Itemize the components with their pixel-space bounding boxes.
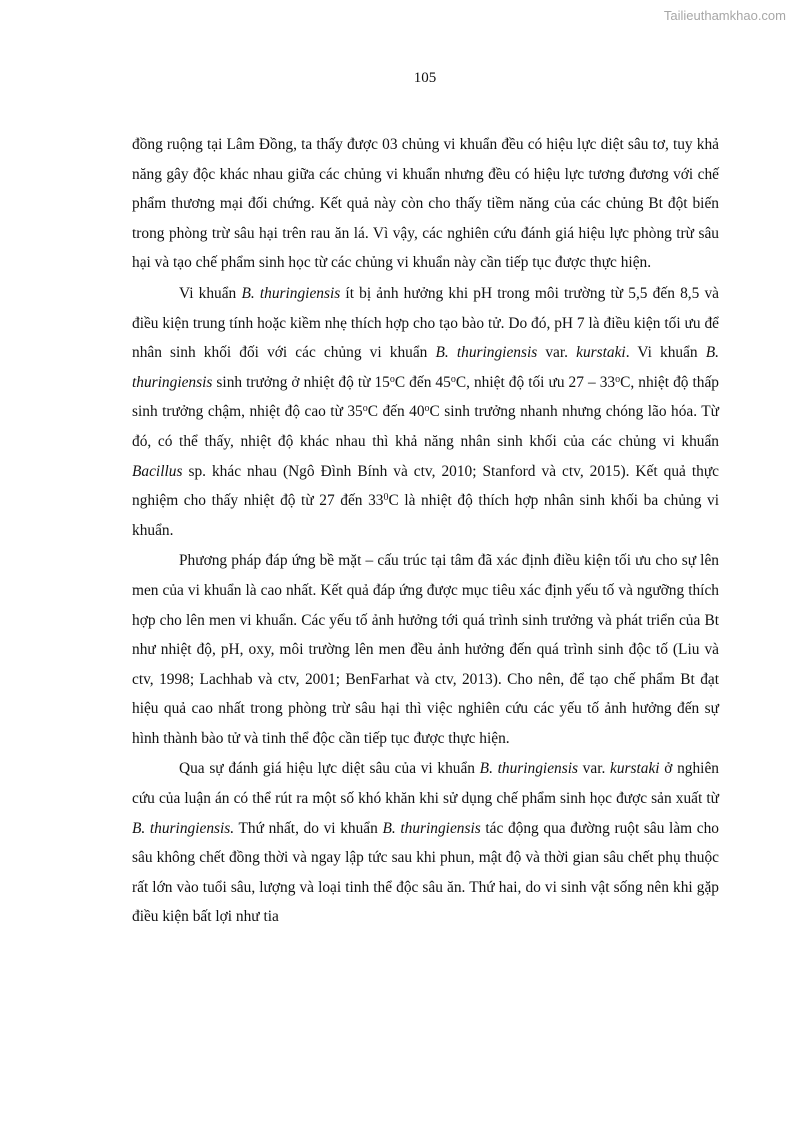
paragraph — [132, 754, 719, 932]
text-run: sp. khác nhau (Ngô Đình Bính và ctv, 2010; Stanford và ctv, 2015). Kết quả thực nghiệm cho thấy nhiệt độ từ 27 đến 33 — [132, 462, 719, 510]
text-run: . Vi khuẩn — [625, 344, 706, 362]
paragraph — [132, 279, 719, 545]
text-run: var. — [577, 760, 610, 778]
superscript: o — [450, 373, 456, 385]
italic-term: B. thuringiensis. — [132, 819, 235, 837]
text-run: C, nhiệt độ tối ưu 27 – 33 — [455, 373, 616, 391]
italic-term: kurstaki — [576, 344, 626, 362]
text-run: Thứ nhất, do vi khuẩn — [234, 819, 383, 837]
text-run: tác động qua đường ruột sâu làm cho sâu không chết đồng thời và ngay lập tức sau khi phun, mật độ và thời gian sâu chết phụ thuộc rất lớn vào tuổi sâu, lượng và loại tinh thể độc sâu ăn. Thứ hai, do vi sinh vật sống nên khi gặp điều kiện bất lợi như tia — [132, 819, 719, 926]
text-run: ít bị ảnh hưởng khi pH trong môi trường từ 5,5 đến 8,5 và điều kiện trung tính hoặc kiềm nhẹ thích hợp cho tạo bào tử. Do đó, pH 7 là điều kiện tối ưu để nhân sinh khối đối với các chủng vi khuẩn — [132, 284, 720, 362]
document-body — [132, 130, 719, 932]
italic-term: B. thuringiensis — [382, 819, 481, 837]
text-run: Qua sự đánh giá hiệu lực diệt sâu của vi khuẩn — [179, 760, 480, 778]
italic-term: B. thuringiensis — [132, 344, 719, 391]
superscript: o — [424, 403, 430, 415]
page-number: 105 — [413, 70, 437, 86]
text-run: đồng ruộng tại Lâm Đồng, ta thấy được 03 chủng vi khuẩn đều có hiệu lực diệt sâu tơ, tuy khả năng gây độc khác nhau giữa các chủng vi khuẩn nhưng đều có hiệu lực tương đương với chế phẩm thương mại đối chứng. Kết quả này còn cho thấy tiềm năng của các chủng Bt đột biến trong phòng trừ sâu hại trên rau ăn lá. Vì vậy, các nghiên cứu đánh giá hiệu lực phòng trừ sâu hại và tạo chế phẩm sinh học từ các chủng vi khuẩn này cần tiếp tục được thực hiện. — [132, 136, 719, 272]
paragraph — [132, 546, 719, 753]
italic-term: B. thuringiensis — [241, 284, 341, 302]
text-run: Vi khuẩn — [179, 284, 242, 302]
text-run: C đến 45 — [394, 373, 451, 391]
italic-term: kurstaki — [610, 760, 660, 778]
superscript: o — [389, 373, 395, 385]
text-run: C đến 40 — [367, 403, 425, 421]
text-run: sinh trưởng ở nhiệt độ từ 15 — [212, 373, 390, 391]
paragraph — [132, 130, 719, 278]
italic-term: B. thuringiensis — [479, 760, 578, 778]
superscript: o — [362, 403, 368, 415]
superscript: 0 — [383, 492, 389, 504]
text-run: C, nhiệt độ thấp sinh trưởng chậm, nhiệt độ cao từ 35 — [132, 373, 719, 421]
text-run: C sinh trưởng nhanh nhưng chóng lão hóa. Từ đó, có thể thấy, nhiệt độ khác nhau thì khả năng nhân sinh khối của các chủng vi khuẩn — [132, 403, 719, 450]
italic-term: Bacillus — [132, 462, 183, 480]
italic-term: B. thuringiensis — [435, 344, 538, 362]
text-run: Phương pháp đáp ứng bề mặt – cấu trúc tại tâm đã xác định điều kiện tối ưu cho sự lên men của vi khuẩn là cao nhất. Kết quả đáp ứng được mục tiêu xác định yếu tố và ngưỡng thích hợp cho lên men vi khuẩn. Các yếu tố ảnh hưởng tới quá trình sinh trưởng và phát triển của Bt như nhiệt độ, pH, oxy, môi trường lên men đều ảnh hưởng đến quá trình sinh độc tố (Liu và ctv, 1998; Lachhab và ctv, 2001; BenFarhat và ctv, 2013). Cho nên, để tạo chế phẩm Bt đạt hiệu quả cao nhất trong phòng trừ sâu hại thì việc nghiên cứu các yếu tố ảnh hưởng đến sự hình thành bào tử và tinh thể độc cần tiếp tục được thực hiện. — [132, 552, 719, 747]
text-run: C là nhiệt độ thích hợp nhân sinh khối ba chủng vi khuẩn. — [132, 492, 719, 539]
watermark: Tailieuthamkhao.com — [663, 8, 786, 23]
text-run: ở nghiên cứu của luận án có thể rút ra một số khó khăn khi sử dụng chế phẩm sinh học được sản xuất từ — [132, 760, 719, 808]
superscript: o — [615, 373, 621, 385]
text-run: var. — [537, 344, 577, 362]
